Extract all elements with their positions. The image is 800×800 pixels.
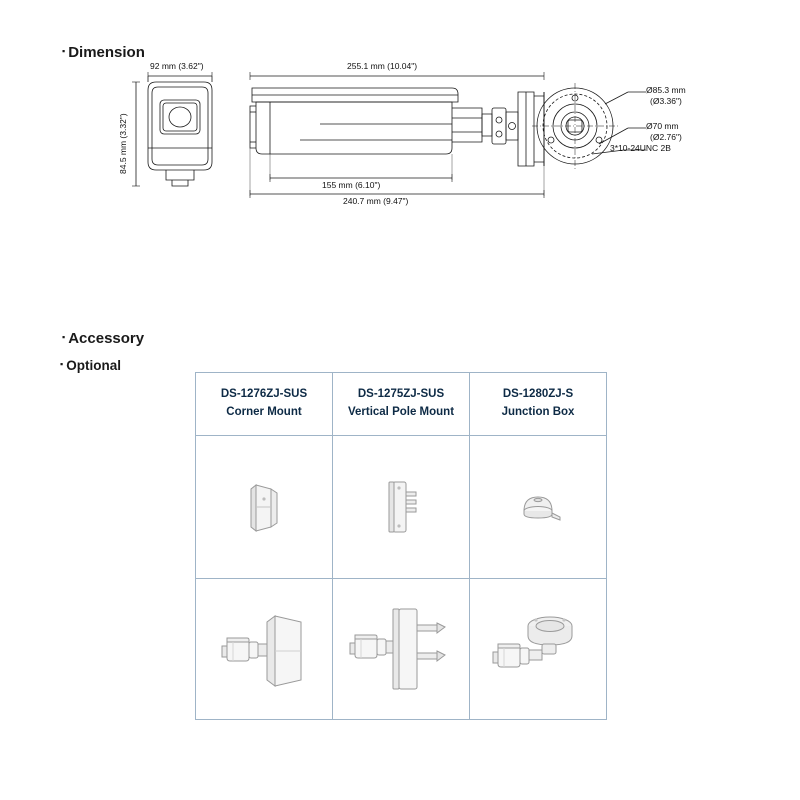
dim-label-overall-length: 240.7 mm (9.47") — [343, 196, 409, 206]
accessory-assembly-cell-vertical-pole-mount — [333, 579, 470, 720]
accessory-section-heading — [62, 330, 144, 347]
junction-box-icon — [510, 487, 566, 527]
accessory-image-cell-vertical-pole-mount — [333, 436, 470, 579]
accessory-image-cell-junction-box — [470, 436, 607, 579]
dim-label-outer-diameter: Ø85.3 mm — [646, 85, 686, 95]
corner-mount-icon — [244, 479, 284, 535]
accessory-model-3: DS-1280ZJ-S — [502, 388, 574, 401]
corner-mount-assembly-icon — [209, 604, 319, 694]
accessory-header-vertical-pole-mount — [333, 373, 470, 436]
accessory-name-3: Junction Box — [501, 406, 575, 418]
dimension-heading-label: Dimension — [68, 44, 145, 61]
accessory-name-1: Corner Mount — [226, 406, 302, 418]
vertical-pole-mount-assembly-icon — [341, 603, 461, 695]
dim-label-thread-spec: 3*10-24UNC 2B — [610, 143, 671, 153]
dimension-section-heading — [62, 44, 145, 61]
table-row — [196, 436, 607, 579]
dim-label-total-length: 255.1 mm (10.04") — [347, 61, 418, 71]
dim-label-front-height: 84.5 mm (3.32") — [118, 113, 128, 174]
bullet-icon: ▪ — [62, 46, 66, 57]
junction-box-assembly-icon — [480, 604, 596, 694]
bullet-icon: ▪ — [62, 332, 66, 343]
vertical-pole-mount-icon — [379, 478, 423, 536]
table-header-row — [196, 373, 607, 436]
dim-label-inner-diameter-inch: (Ø2.76") — [650, 132, 682, 142]
accessory-header-corner-mount — [196, 373, 333, 436]
dim-label-body-length: 155 mm (6.10") — [322, 180, 381, 190]
accessory-model-2: DS-1275ZJ-SUS — [357, 388, 445, 401]
accessory-heading-label: Accessory — [68, 330, 145, 347]
dim-label-outer-diameter-inch: (Ø3.36") — [650, 96, 682, 106]
dim-label-inner-diameter: Ø70 mm — [646, 121, 679, 131]
table-row — [196, 579, 607, 720]
accessory-header-junction-box — [470, 373, 607, 436]
accessory-name-2: Vertical Pole Mount — [347, 406, 455, 418]
accessory-image-cell-corner-mount — [196, 436, 333, 579]
accessory-assembly-cell-junction-box — [470, 579, 607, 720]
bullet-icon: ▪ — [60, 359, 64, 370]
accessory-model-1: DS-1276ZJ-SUS — [220, 388, 308, 401]
optional-heading-label: Optional — [66, 358, 121, 373]
accessory-assembly-cell-corner-mount — [196, 579, 333, 720]
accessory-table — [195, 372, 607, 720]
dim-label-front-width: 92 mm (3.62") — [150, 61, 204, 71]
dimension-drawing — [100, 61, 686, 222]
optional-subsection-heading — [60, 358, 121, 373]
